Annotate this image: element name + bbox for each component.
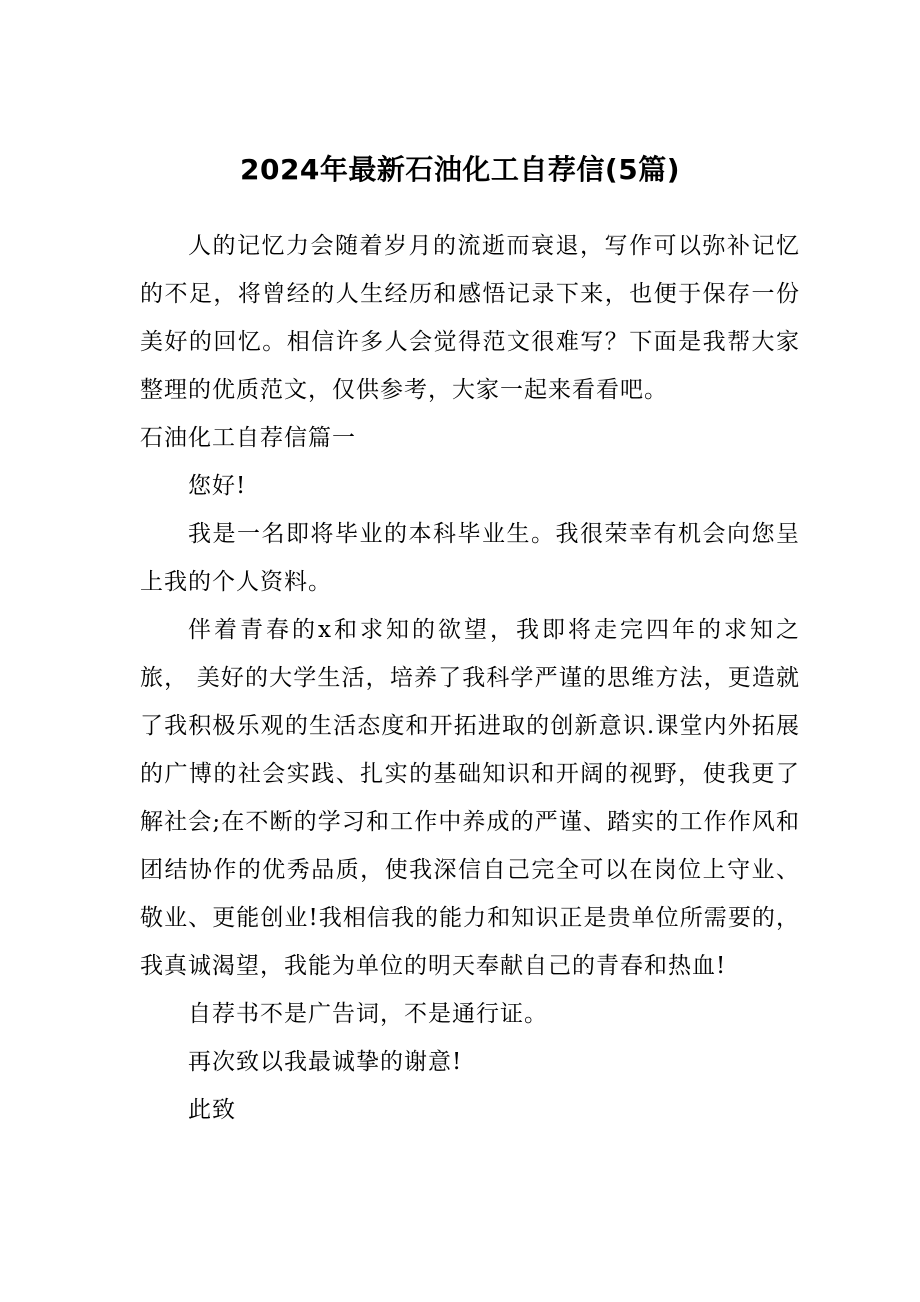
document-title: 2024年最新石油化工自荐信(5篇) [239,153,680,186]
body-paragraph: 我是一名即将毕业的本科毕业生。我很荣幸有机会向您呈上我的个人资料。 [140,521,800,595]
closing-regards: 此致 [188,1097,236,1123]
intro-paragraph: 人的记忆力会随着岁月的流逝而衰退，写作可以弥补记忆的不足，将曾经的人生经历和感悟记录下来，也便于保存一份美好的回忆。相信许多人会觉得范文很难写？下面是我帮大家整理的优质范文，仅供参考，大家一起来看看吧。 [140,233,800,403]
salutation: 您好! [188,473,247,499]
body-paragraph: 伴着青春的x和求知的欲望，我即将走完四年的求知之旅， 美好的大学生活，培养了我科学严谨的思维方法，更造就了我积极乐观的生活态度和开拓进取的创新意识.课堂内外拓展的广博的社会实践、扎实的基础知识和开阔的视野，使我更了解社会;在不断的学习和工作中养成的严谨、踏实的工作作风和团结协作的优秀品质，使我深信自己完全可以在岗位上守业、敬业、更能创业!我相信我的能力和知识正是贵单位所需要的，我真诚渴望，我能为单位的明天奉献自己的青春和热血! [140,617,800,979]
section-heading: 石油化工自荐信篇一 [140,425,356,451]
document-body [140,222,800,1134]
body-paragraph: 自荐书不是广告词，不是通行证。 [188,1001,548,1027]
closing-thanks: 再次致以我最诚挚的谢意! [188,1049,463,1075]
